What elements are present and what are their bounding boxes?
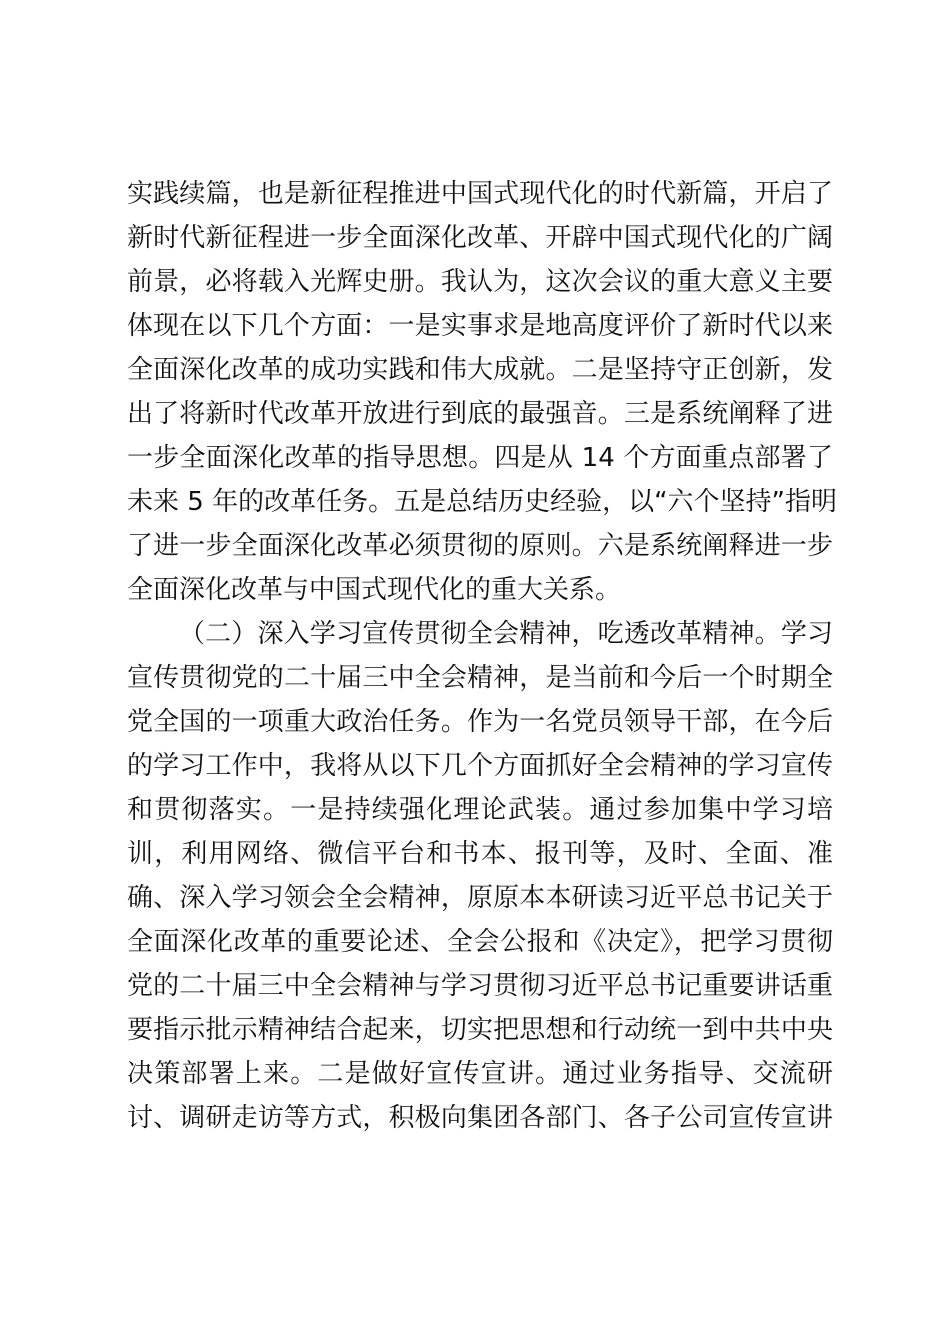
text-line: 宣传贯彻党的二十届三中全会精神，是当前和今后一个时期全 [127, 663, 833, 693]
text-line: 全面深化改革与中国式现代化的重大关系。 [127, 575, 622, 605]
text-line: 出了将新时代改革开放进行到底的最强音。三是系统阐释了进 [127, 399, 833, 429]
text-line: 和贯彻落实。一是持续强化理论武装。通过参加集中学习培 [127, 795, 833, 825]
text-line: 全面深化改革的成功实践和伟大成就。二是坚持守正创新，发 [127, 355, 833, 385]
text-line: 新时代新征程进一步全面深化改革、开辟中国式现代化的广阔 [127, 223, 833, 253]
section-heading-line: （二）深入学习宣传贯彻全会精神，吃透改革精神。学习 [179, 619, 833, 649]
text-line: 确、深入学习领会全会精神，原原本本研读习近平总书记关于 [127, 883, 833, 913]
text-line: 训，利用网络、微信平台和书本、报刊等，及时、全面、准 [127, 839, 833, 869]
text-line: 实践续篇，也是新征程推进中国式现代化的时代新篇，开启了 [127, 179, 833, 209]
paragraph-2 [127, 612, 833, 1140]
text-line: 一步全面深化改革的指导思想。四是从 14 个方面重点部署了 [127, 443, 833, 473]
text-line: 党的二十届三中全会精神与学习贯彻习近平总书记重要讲话重 [127, 971, 833, 1001]
text-line: 未来 5 年的改革任务。五是总结历史经验，以“六个坚持”指明 [127, 487, 838, 517]
text-line: 讨、调研走访等方式，积极向集团各部门、各子公司宣传宣讲 [127, 1103, 833, 1133]
text-line: 决策部署上来。二是做好宣传宣讲。通过业务指导、交流研 [127, 1059, 833, 1089]
paragraph-1 [127, 172, 838, 612]
text-line: 的学习工作中，我将从以下几个方面抓好全会精神的学习宣传 [127, 751, 833, 781]
text-line: 体现在以下几个方面：一是实事求是地高度评价了新时代以来 [127, 311, 833, 341]
body-text [127, 172, 838, 1140]
text-line: 前景，必将载入光辉史册。我认为，这次会议的重大意义主要 [127, 267, 833, 297]
text-line: 全面深化改革的重要论述、全会公报和《决定》，把学习贯彻 [127, 927, 833, 957]
text-line: 要指示批示精神结合起来，切实把思想和行动统一到中共中央 [127, 1015, 833, 1045]
text-line: 了进一步全面深化改革必须贯彻的原则。六是系统阐释进一步 [127, 531, 833, 561]
text-line: 党全国的一项重大政治任务。作为一名党员领导干部，在今后 [127, 707, 833, 737]
